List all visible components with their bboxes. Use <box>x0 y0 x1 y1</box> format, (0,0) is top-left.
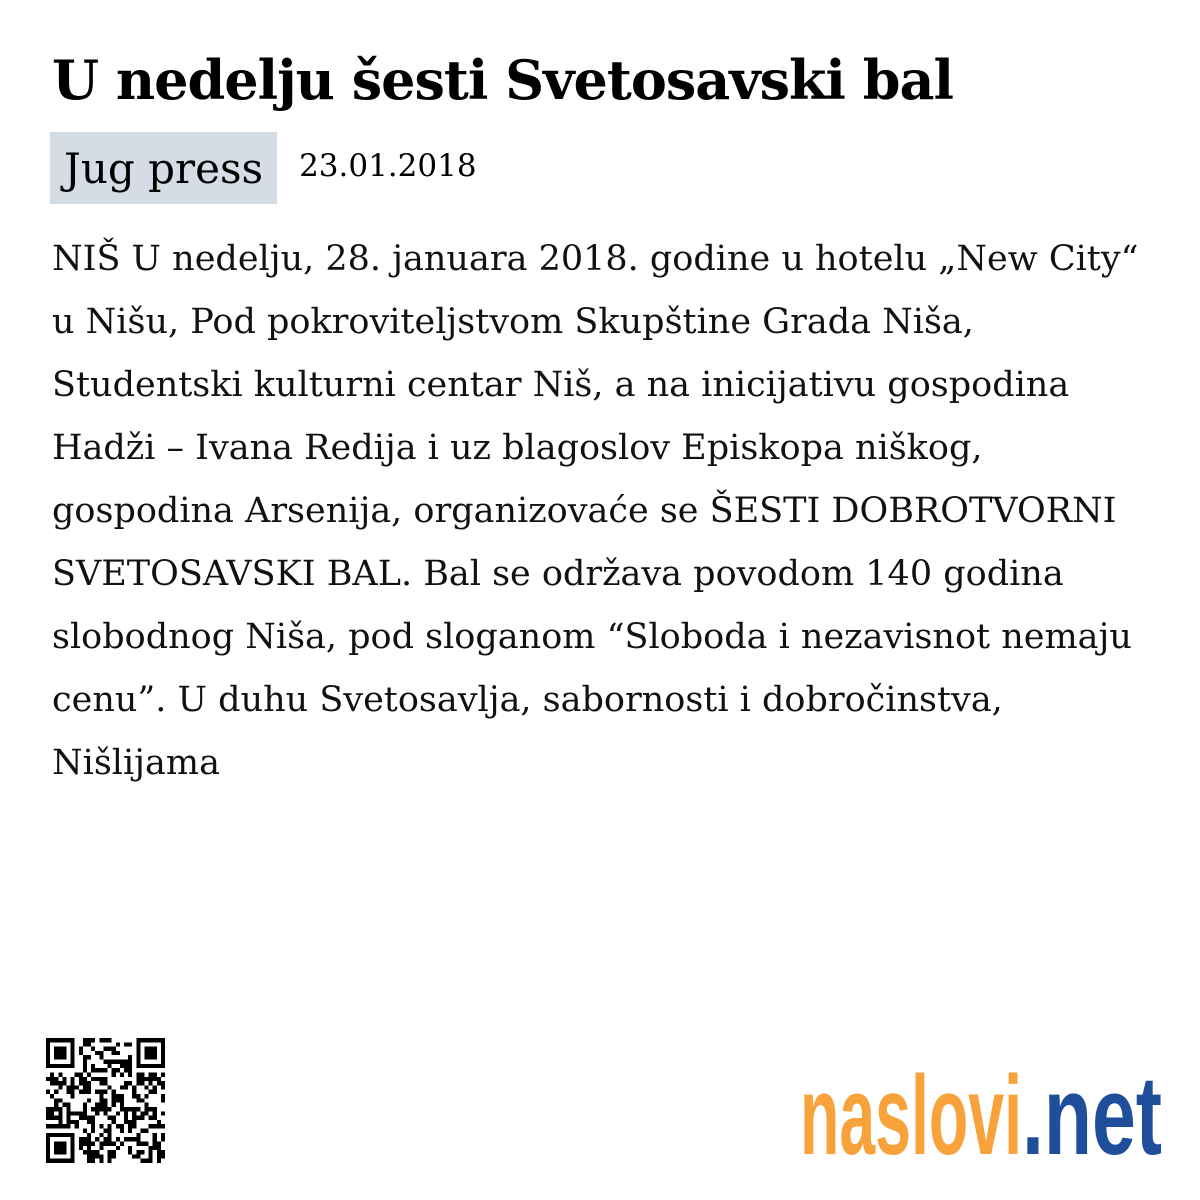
article-title: U nedelju šesti Svetosavski bal <box>52 48 954 112</box>
naslovi-net-logo[interactable] <box>800 1058 1164 1168</box>
article-meta <box>50 132 477 204</box>
qr-code-icon <box>46 1038 165 1163</box>
logo-text-net: .net <box>1022 1058 1162 1168</box>
publish-date: 23.01.2018 <box>299 148 477 184</box>
source-badge[interactable]: Jug press <box>50 132 277 204</box>
article-body: NIŠ U nedelju, 28. januara 2018. godine u hotelu „New City“ u Nišu, Pod pokroviteljstvom Skupštine Grada Niša, Studentski kulturni centar Niš, a na inicijativu gospodina Hadži – Ivana Redija i uz blagoslov Episkopa niškog, gospodina Arsenija, organizovaće se ŠESTI DOBROTVORNI SVETOSAVSKI BAL. Bal se održava povodom 140 godina slobodnog Niša, pod sloganom “Sloboda i nezavisnot nemaju cenu”. U duhu Svetosavlja, sabornosti i dobročinstva, Nišlijama <box>52 239 1139 783</box>
logo-text-naslovi: naslovi <box>800 1058 1022 1168</box>
